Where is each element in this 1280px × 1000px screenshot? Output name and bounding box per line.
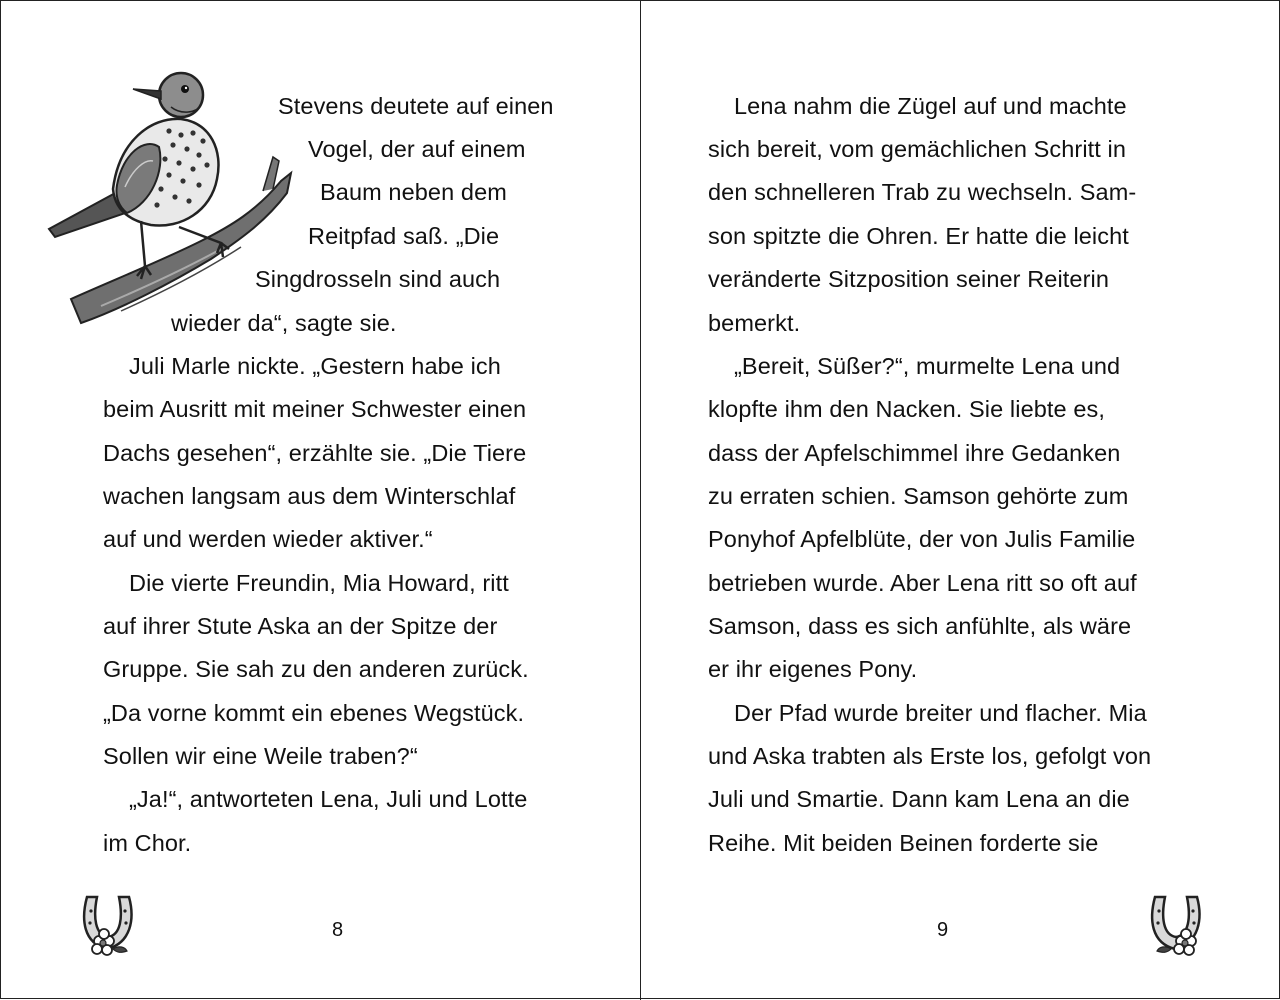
right-page xyxy=(641,1,1280,1000)
page-number: 9 xyxy=(937,919,949,941)
text-line: Juli und Smartie. Dann kam Lena an die xyxy=(708,786,1130,812)
text-line: im Chor. xyxy=(103,830,192,856)
song-thrush-icon xyxy=(41,61,301,341)
text-line: „Bereit, Süßer?“, murmelte Lena und xyxy=(734,353,1121,379)
text-line: Samson, dass es sich anfühlte, als wäre xyxy=(708,613,1132,639)
text-line: auf ihrer Stute Aska an der Spitze der xyxy=(103,613,498,639)
text-line: Singdrosseln sind auch xyxy=(255,266,501,292)
text-line: dass der Apfelschimmel ihre Gedanken xyxy=(708,440,1121,466)
text-line: betrieben wurde. Aber Lena ritt so oft auf xyxy=(708,570,1137,596)
text-line: Dachs gesehen“, erzählte sie. „Die Tiere xyxy=(103,440,527,466)
text-line: auf und werden wieder aktiver.“ xyxy=(103,526,433,552)
text-line: wachen langsam aus dem Winterschlaf xyxy=(103,483,516,509)
text-line: veränderte Sitzposition seiner Reiterin xyxy=(708,266,1109,292)
text-line: beim Ausritt mit meiner Schwester einen xyxy=(103,396,527,422)
text-line: klopfte ihm den Nacken. Sie liebte es, xyxy=(708,396,1105,422)
text-line: bemerkt. xyxy=(708,310,801,336)
text-line: und Aska trabten als Erste los, gefolgt von xyxy=(708,743,1152,769)
left-page xyxy=(1,1,641,1000)
text-line: zu erraten schien. Samson gehörte zum xyxy=(708,483,1129,509)
page-number: 8 xyxy=(332,919,344,941)
text-line: Gruppe. Sie sah zu den anderen zurück. xyxy=(103,656,529,682)
text-line: Baum neben dem xyxy=(320,179,507,205)
text-line: Die vierte Freundin, Mia Howard, ritt xyxy=(129,570,509,596)
horseshoe-flower-icon xyxy=(1141,889,1211,961)
text-line: er ihr eigenes Pony. xyxy=(708,656,918,682)
text-line: „Da vorne kommt ein ebenes Wegstück. xyxy=(103,700,525,726)
text-line: sich bereit, vom gemächlichen Schritt in xyxy=(708,136,1127,162)
text-line: den schnelleren Trab zu wechseln. Sam- xyxy=(708,179,1137,205)
text-line: Der Pfad wurde breiter und flacher. Mia xyxy=(734,700,1147,726)
text-line: Vogel, der auf einem xyxy=(308,136,526,162)
text-line: Juli Marle nickte. „Gestern habe ich xyxy=(129,353,501,379)
horseshoe-flower-icon xyxy=(73,889,143,961)
text-line: Lena nahm die Zügel auf und machte xyxy=(734,93,1127,119)
text-line: son spitzte die Ohren. Er hatte die leicht xyxy=(708,223,1129,249)
text-line: Reihe. Mit beiden Beinen forderte sie xyxy=(708,830,1099,856)
text-line: Ponyhof Apfelblüte, der von Julis Familie xyxy=(708,526,1136,552)
text-line: Stevens deutete auf einen xyxy=(278,93,554,119)
text-line: Sollen wir eine Weile traben?“ xyxy=(103,743,418,769)
text-line: „Ja!“, antworteten Lena, Juli und Lotte xyxy=(129,786,528,812)
text-line: wieder da“, sagte sie. xyxy=(171,310,397,336)
text-line: Reitpfad saß. „Die xyxy=(308,223,500,249)
